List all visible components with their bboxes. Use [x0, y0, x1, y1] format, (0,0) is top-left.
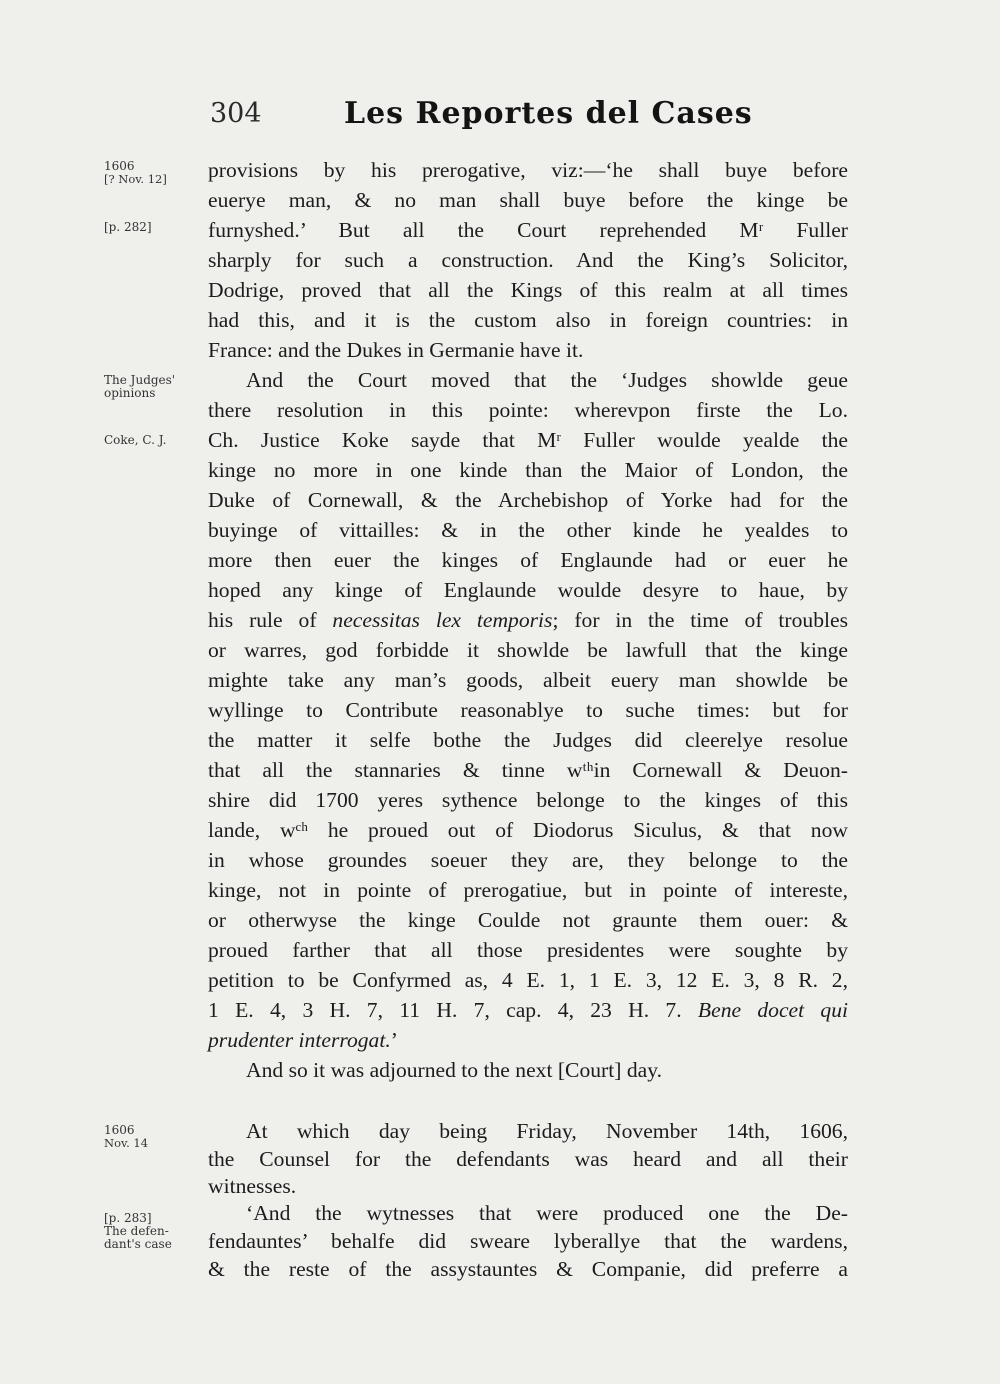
text-line: or otherwyse the kinge Coulde not graunte them ouer: &	[208, 908, 848, 932]
text-line: kinge, not in pointe of prerogatiue, but in pointe of intereste,	[208, 878, 848, 902]
text-line: buyinge of vittailles: & in the other kinde he yealdes to	[208, 518, 848, 542]
text-line: 1 E. 4, 3 H. 7, 11 H. 7, cap. 4, 23 H. 7. Bene docet qui	[208, 998, 849, 1022]
text-line: witnesses.	[208, 1174, 297, 1198]
text-line: France: and the Dukes in Germanie have it.	[208, 338, 584, 362]
text-line: had this, and it is the custom also in foreign countries: in	[208, 308, 848, 332]
text-line: And so it was adjourned to the next [Court] day.	[246, 1058, 662, 1082]
text-line: petition to be Confyrmed as, 4 E. 1, 1 E. 3, 12 E. 3, 8 R. 2,	[208, 968, 848, 992]
margin-defendants-case: [p. 283] The defen- dant's case	[104, 1211, 172, 1251]
text-line: lande, wᶜʰ he proued out of Diodorus Siculus, & that now	[208, 818, 848, 842]
text-line: Dodrige, proved that all the Kings of this realm at all times	[208, 278, 848, 302]
latin-phrase: necessitas lex temporis	[332, 608, 553, 632]
text-line: his rule of necessitas lex temporis; for in the time of troubles	[208, 608, 848, 632]
page-header	[210, 96, 850, 140]
latin-phrase: Bene docet qui	[697, 998, 849, 1022]
text-line: shire did 1700 yeres sythence belonge to the kinges of this	[208, 788, 848, 812]
text-line: Ch. Justice Koke sayde that Mʳ Fuller woulde yealde the	[208, 428, 848, 452]
text-line: proued farther that all those presidentes were soughte by	[208, 938, 848, 962]
margin-date-1: 1606 [? Nov. 12]	[104, 159, 167, 186]
latin-phrase: prudenter interrogat.	[208, 1028, 391, 1052]
body-text-block-1	[208, 155, 848, 1085]
text-line: more then euer the kinges of Englaunde had or euer he	[208, 548, 848, 572]
page-number: 304	[210, 98, 262, 129]
margin-page-ref-1: [p. 282]	[104, 220, 152, 234]
text-line: sharply for such a construction. And the King’s Solicitor,	[208, 248, 848, 272]
text-line: or warres, god forbidde it showlde be lawfull that the kinge	[208, 638, 848, 662]
text-line: prudenter interrogat.’	[208, 1028, 398, 1052]
text-line: ‘And the wytnesses that were produced one the De-	[246, 1201, 848, 1225]
text-line: Duke of Cornewall, & the Archebishop of Yorke had for the	[208, 488, 848, 512]
margin-judges-opinions: The Judges' opinions	[104, 373, 176, 400]
margin-coke: Coke, C. J.	[104, 433, 167, 447]
text-line: the matter it selfe bothe the Judges did cleerelye resolue	[208, 728, 848, 752]
running-head: Les Reportes del Cases	[344, 96, 753, 131]
body-text-block-2	[208, 1117, 848, 1283]
margin-date-2: 1606 Nov. 14	[104, 1123, 149, 1150]
text-line: hoped any kinge of Englaunde woulde desyre to haue, by	[208, 578, 848, 602]
text-line: provisions by his prerogative, viz:—‘he shall buye before	[208, 158, 848, 182]
text-line: there resolution in this pointe: wherevpon firste the Lo.	[208, 398, 848, 422]
text-line: mighte take any man’s goods, albeit euery man showlde be	[208, 668, 848, 692]
text-line: At which day being Friday, November 14th, 1606,	[246, 1119, 848, 1143]
text-line: & the reste of the assystauntes & Companie, did preferre a	[208, 1257, 848, 1281]
text-line: that all the stannaries & tinne wᵗʰin Cornewall & Deuon-	[208, 758, 848, 782]
text-line: kinge no more in one kinde than the Maior of London, the	[208, 458, 848, 482]
text-line: fendauntes’ behalfe did sweare lyberallye that the wardens,	[208, 1229, 848, 1253]
text-line: in whose groundes soeuer they are, they belonge to the	[208, 848, 848, 872]
text-line: euerye man, & no man shall buye before the kinge be	[208, 188, 848, 212]
text-line: wyllinge to Contribute reasonablye to suche times: but for	[208, 698, 848, 722]
text-line: the Counsel for the defendants was heard and all their	[208, 1147, 848, 1171]
text-line: furnyshed.’ But all the Court reprehended Mʳ Fuller	[208, 218, 848, 242]
text-line: And the Court moved that the ‘Judges showlde geue	[246, 368, 848, 392]
